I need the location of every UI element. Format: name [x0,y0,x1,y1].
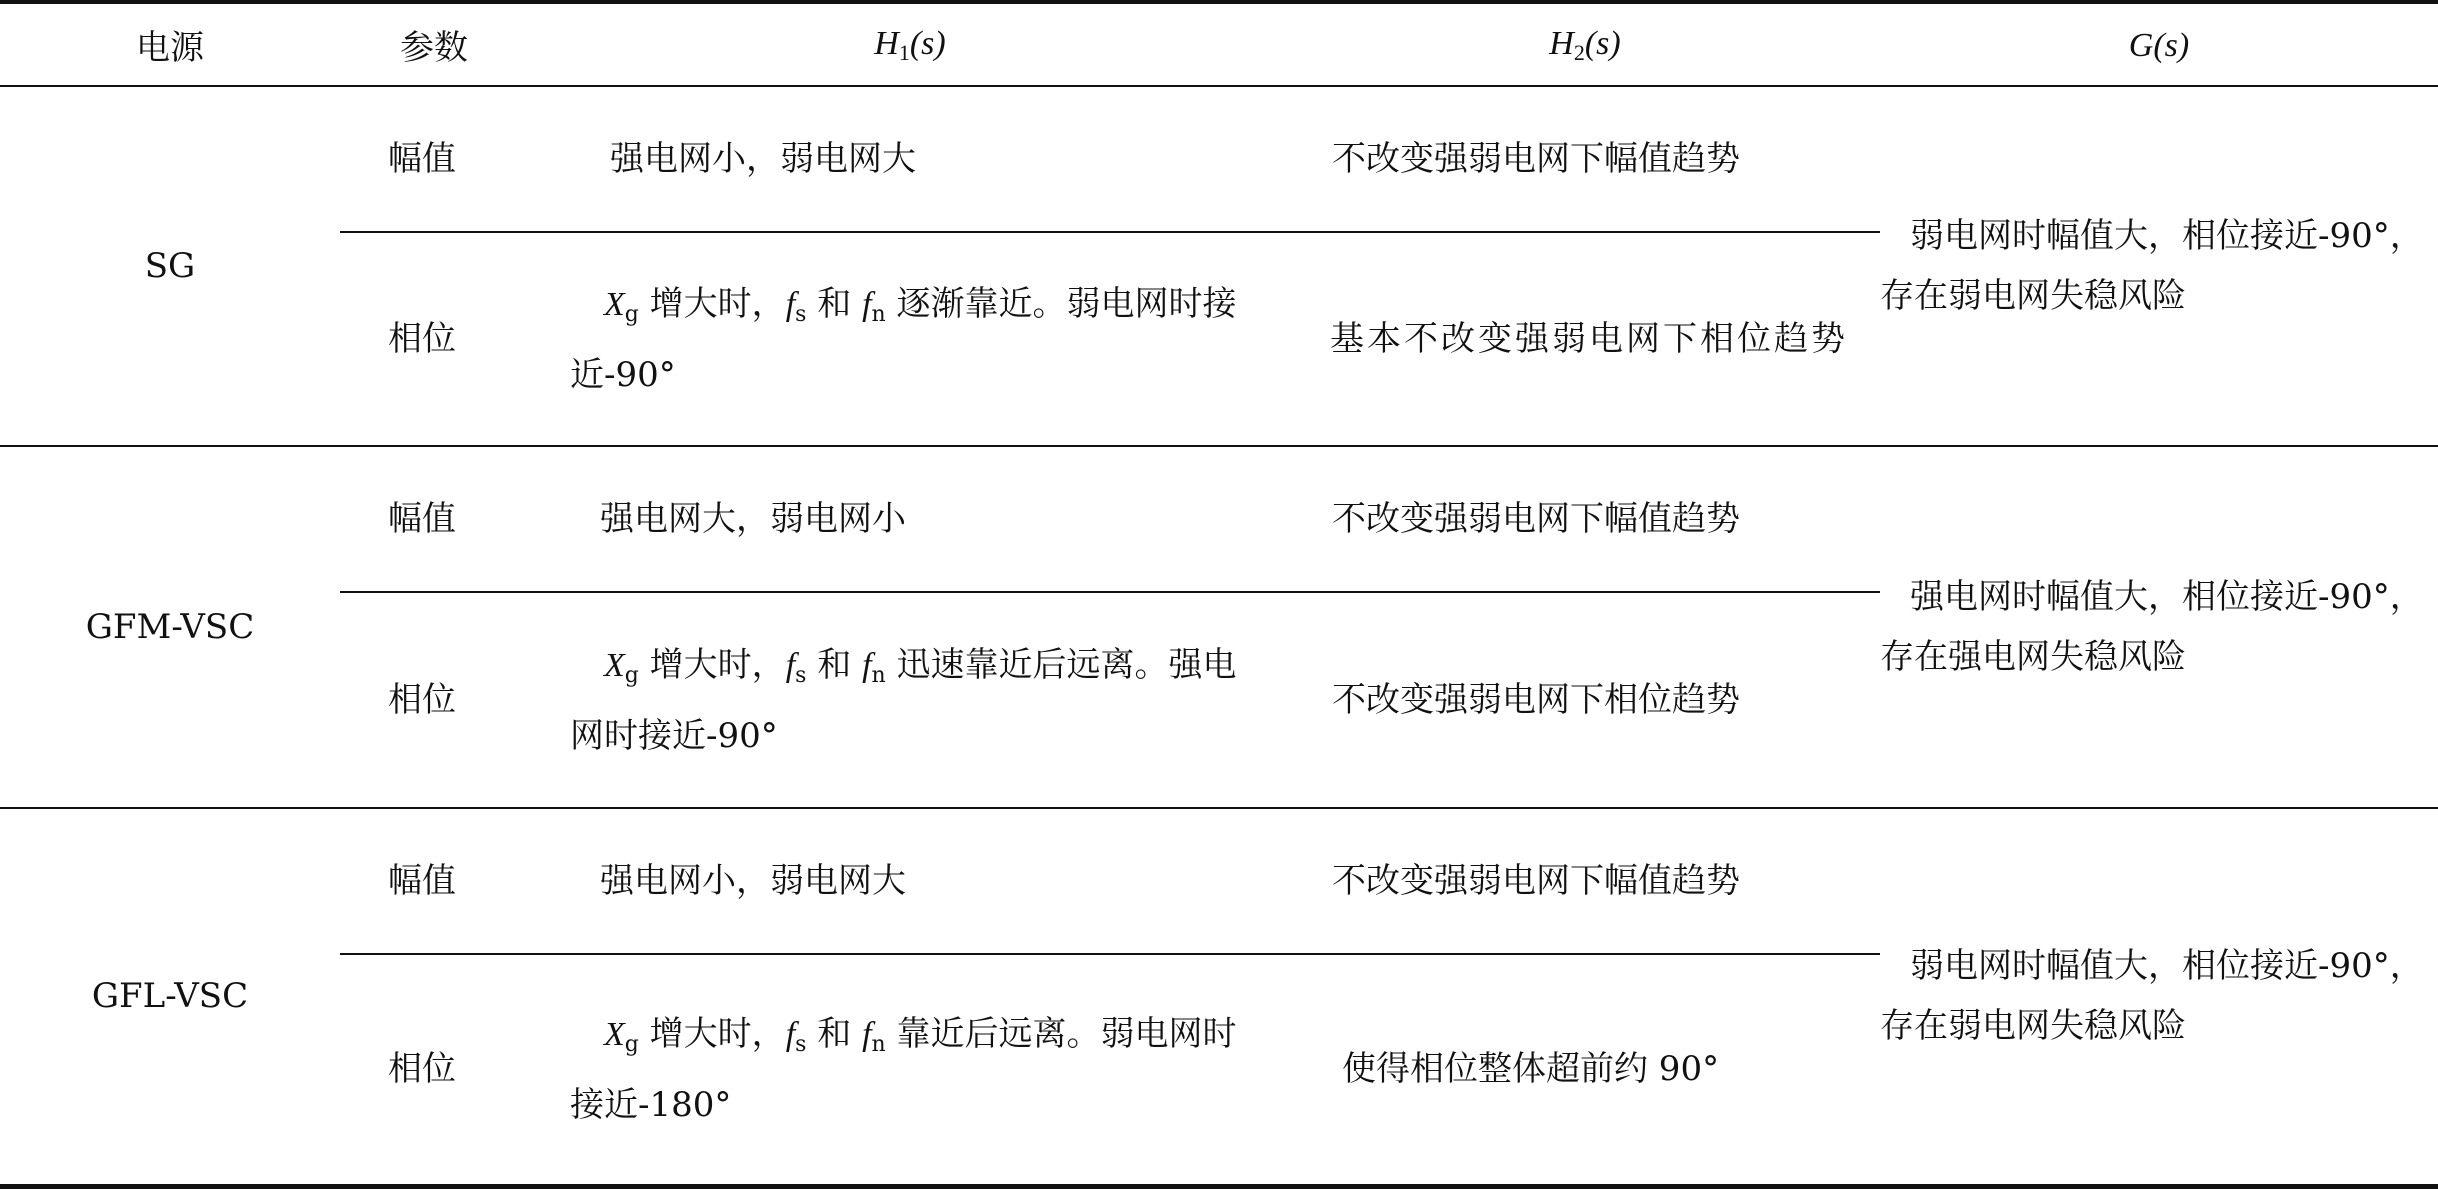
phase-h1-cell: $X_g$ 增大时，$f_s$ 和 $f_n$ 迅速靠近后远离。强电网时接近-90° [530,592,1290,808]
header-h2 [1290,2,1880,86]
g-cell: 弱电网时幅值大，相位接近-90°，存在弱电网失稳风险 [1880,808,2438,1186]
amp-h1-cell: 强电网小，弱电网大 [530,808,1290,954]
header-param: 参数 [340,2,530,86]
phase-h2-cell: 使得相位整体超前约 90° [1290,954,1880,1186]
amp-h2-cell: 不改变强弱电网下幅值趋势 [1290,808,1880,954]
header-source: 电源 [0,2,340,86]
param-phase: 相位 [340,592,530,808]
amp-h1-cell: 强电网小，弱电网大 [530,86,1290,232]
source-cell: GFM-VSC [0,446,340,808]
amp-h1-cell: 强电网大，弱电网小 [530,446,1290,592]
header-h2-symbol: H [1549,25,1574,62]
header-h2-arg: (s) [1584,25,1621,62]
header-row [0,2,2438,86]
g-cell: 弱电网时幅值大，相位接近-90°，存在弱电网失稳风险 [1880,86,2438,446]
header-g: G(s) [1880,2,2438,86]
phase-h2-cell: 不改变强弱电网下相位趋势 [1290,592,1880,808]
header-h1-sub: 1 [898,40,910,65]
header-h1-symbol: H [874,25,899,62]
param-phase: 相位 [340,954,530,1186]
table-row [0,808,2438,954]
param-phase: 相位 [340,232,530,446]
header-h1 [530,2,1290,86]
table-row [0,86,2438,232]
header-h1-arg: (s) [909,25,946,62]
param-amplitude: 幅值 [340,808,530,954]
source-cell: SG [0,86,340,446]
phase-h1-cell: $X_g$ 增大时，$f_s$ 和 $f_n$ 逐渐靠近。弱电网时接近-90° [530,232,1290,446]
phase-h2-cell: 基本不改变强弱电网下相位趋势 [1290,232,1880,446]
phase-h1-cell: $X_g$ 增大时，$f_s$ 和 $f_n$ 靠近后远离。弱电网时接近-180° [530,954,1290,1186]
header-h2-sub: 2 [1573,40,1585,65]
param-amplitude: 幅值 [340,86,530,232]
amp-h2-cell: 不改变强弱电网下幅值趋势 [1290,86,1880,232]
source-cell: GFL-VSC [0,808,340,1186]
g-cell: 强电网时幅值大，相位接近-90°，存在强电网失稳风险 [1880,446,2438,808]
amp-h2-cell: 不改变强弱电网下幅值趋势 [1290,446,1880,592]
param-amplitude: 幅值 [340,446,530,592]
table-row [0,446,2438,592]
